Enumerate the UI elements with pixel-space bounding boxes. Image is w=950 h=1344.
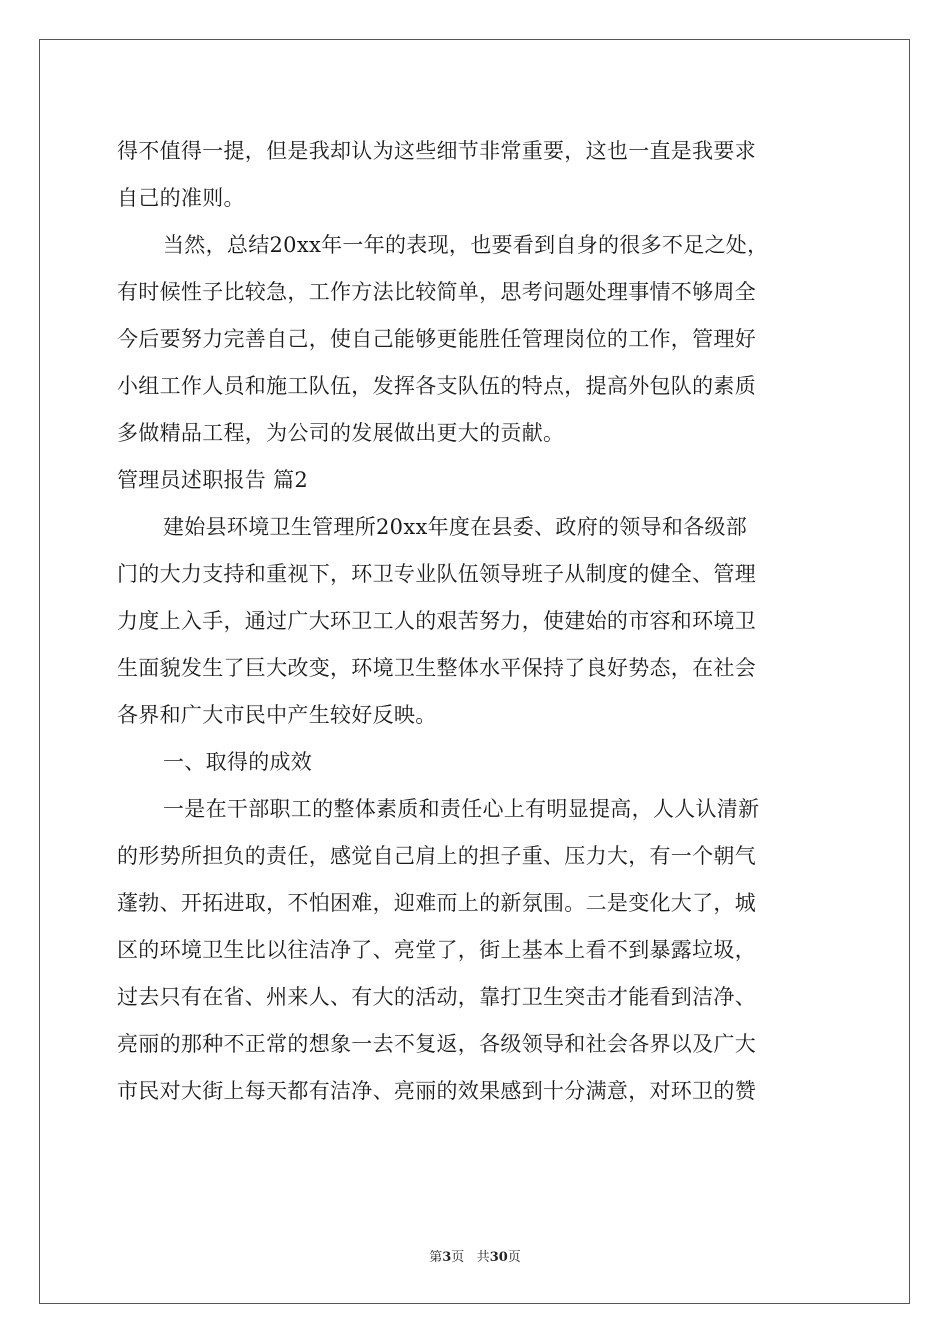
page-unit: 页 bbox=[451, 1250, 465, 1265]
text-line: 蓬勃、开拓进取，不怕困难，迎难而上的新氛围。二是变化大了，城 bbox=[117, 891, 756, 915]
page-footer bbox=[0, 1246, 950, 1265]
text-line: 生面貌发生了巨大改变，环境卫生整体水平保持了良好势态，在社会 bbox=[117, 656, 756, 680]
text-line: 的形势所担负的责任，感觉自己肩上的担子重、压力大，有一个朝气 bbox=[117, 844, 756, 868]
text-line: 亮丽的那种不正常的想象一去不复返，各级领导和社会各界以及广大 bbox=[117, 1032, 756, 1056]
text-line: 多做精品工程，为公司的发展做出更大的贡献。 bbox=[117, 421, 565, 445]
total-pages: 30 bbox=[489, 1250, 508, 1265]
total-prefix: 共 bbox=[476, 1250, 490, 1265]
page-prefix: 第 bbox=[429, 1250, 443, 1265]
text-line: 过去只有在省、州来人、有大的活动，靠打卫生突击才能看到洁净、 bbox=[117, 985, 756, 1009]
paragraph-start-line: 建始县环境卫生管理所20xx年度在县委、政府的领导和各级部 bbox=[163, 515, 748, 539]
text-line: 得不值得一提，但是我却认为这些细节非常重要，这也一直是我要求 bbox=[117, 139, 756, 163]
document-body bbox=[117, 128, 857, 1115]
text-line: 各界和广大市民中产生较好反映。 bbox=[117, 703, 437, 727]
text-line: 小组工作人员和施工队伍，发挥各支队伍的特点，提高外包队的素质 bbox=[117, 374, 756, 398]
text-line: 自己的准则。 bbox=[117, 186, 245, 210]
page-number: 3 bbox=[442, 1250, 452, 1265]
text-line: 今后要努力完善自己，使自己能够更能胜任管理岗位的工作，管理好 bbox=[117, 327, 756, 351]
paragraph-start-line: 当然，总结20xx年一年的表现，也要看到自身的很多不足之处， bbox=[163, 233, 769, 257]
section-heading: 管理员述职报告 篇2 bbox=[117, 468, 309, 492]
paragraph-start-line: 一是在干部职工的整体素质和责任心上有明显提高，人人认清新 bbox=[163, 797, 760, 821]
text-line: 力度上入手，通过广大环卫工人的艰苦努力，使建始的市容和环境卫 bbox=[117, 609, 756, 633]
text-line: 区的环境卫生比以往洁净了、亮堂了，街上基本上看不到暴露垃圾， bbox=[117, 938, 756, 962]
subsection-heading: 一、取得的成效 bbox=[163, 750, 313, 774]
text-line: 有时候性子比较急，工作方法比较简单，思考问题处理事情不够周全 bbox=[117, 280, 756, 304]
total-unit: 页 bbox=[507, 1250, 521, 1265]
text-line: 市民对大街上每天都有洁净、亮丽的效果感到十分满意，对环卫的赞 bbox=[117, 1079, 756, 1103]
text-line: 门的大力支持和重视下，环卫专业队伍领导班子从制度的健全、管理 bbox=[117, 562, 756, 586]
